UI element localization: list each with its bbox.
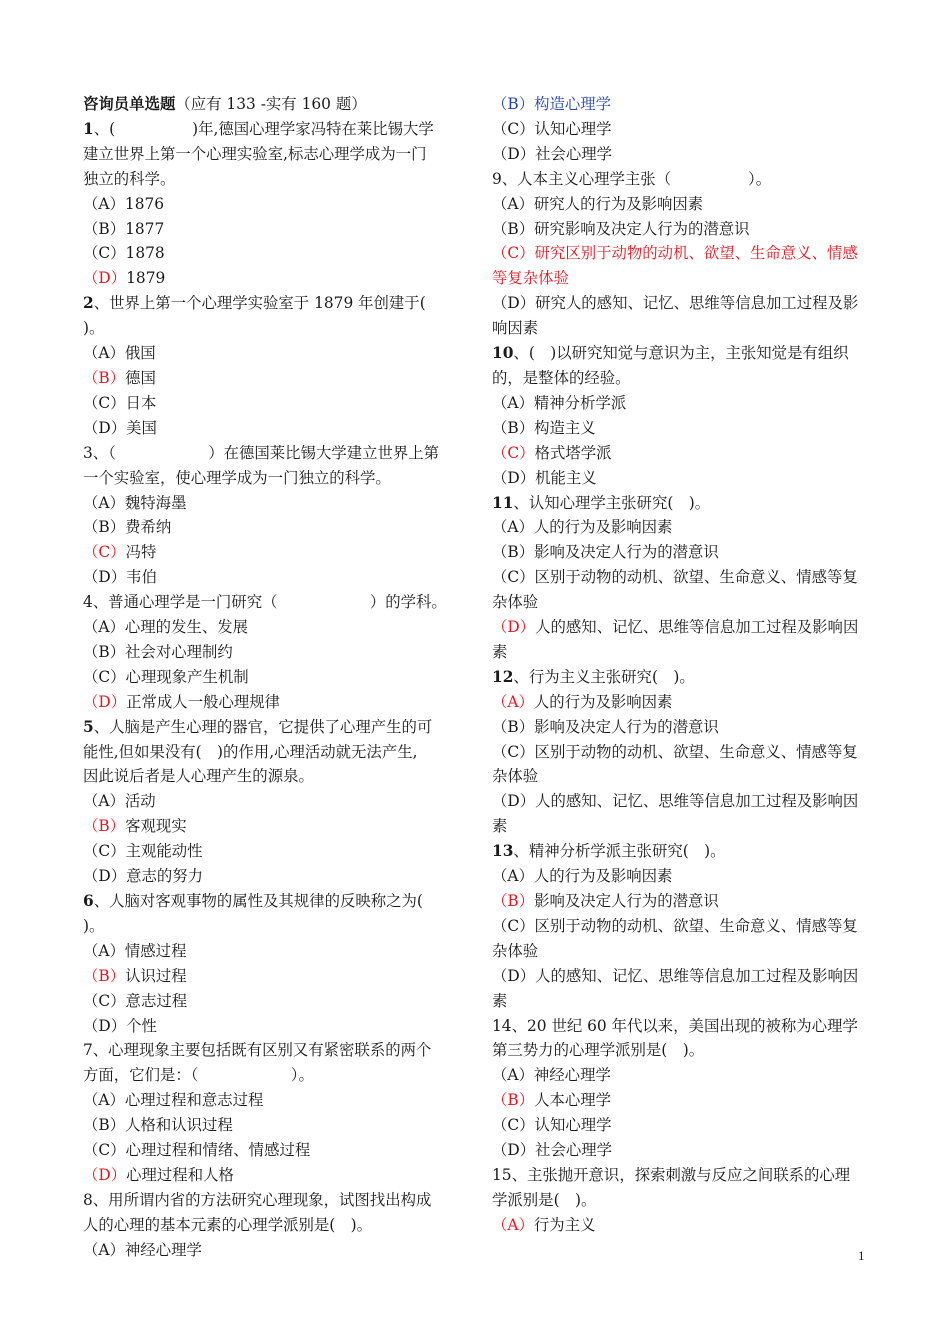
answer-option	[492, 590, 872, 615]
answer-option	[83, 665, 465, 690]
text-run: （A）活动	[83, 792, 156, 811]
text-run: （B）影响及决定人行为的潜意识	[492, 717, 719, 736]
text-run: （A）俄国	[83, 344, 156, 363]
answer-option	[492, 814, 872, 839]
answer-option	[492, 939, 872, 964]
text-run: 、精神分析学派主张研究( )。	[513, 842, 726, 861]
text-run: （B）影响及决定人行为的潜意识	[492, 543, 719, 562]
answer-option	[492, 291, 872, 316]
question-text	[492, 341, 872, 366]
text-run: （A）心理过程和意志过程	[83, 1091, 264, 1110]
answer-option	[492, 764, 872, 789]
text-run: （A）魏特海墨	[83, 493, 187, 512]
text-run: （C）研究区别于动物的动机、欲望、生命意义、情感	[492, 244, 858, 263]
text-run: 15、主张抛开意识，探索刺激与反应之间联系的心理	[492, 1165, 851, 1184]
question-text	[83, 1038, 465, 1063]
answer-option	[83, 1014, 465, 1039]
text-run: （B）社会对心理制约	[83, 642, 233, 661]
text-run: 7、心理现象主要包括既有区别又有紧密联系的两个	[83, 1041, 432, 1060]
text-run: 人的感知、记忆、思维等信息加工过程及影响因	[535, 618, 859, 637]
text-run: （D）意志的努力	[83, 867, 204, 886]
question-text	[492, 1188, 872, 1213]
answer-option	[492, 789, 872, 814]
answer-option	[492, 217, 872, 242]
answer-option	[492, 441, 872, 466]
text-run: （A）神经心理学	[492, 1066, 611, 1085]
answer-option	[492, 142, 872, 167]
question-13	[492, 839, 872, 1013]
text-run: 8、用所谓内省的方法研究心理现象，试图找出构成	[83, 1190, 432, 1209]
answer-option	[83, 964, 465, 989]
text-run: （C）心理现象产生机制	[83, 667, 249, 686]
text-run: （A）神经心理学	[83, 1240, 202, 1259]
text-run: 2	[83, 294, 94, 313]
text-run: 9、人本主义心理学主张（ ）。	[492, 169, 772, 188]
text-run: 学派别是( )。	[492, 1190, 597, 1209]
text-run: （A）人的行为及影响因素	[492, 867, 673, 886]
text-run: （B）	[492, 892, 535, 910]
text-run: 人的心理的基本元素的心理学派别是( )。	[83, 1215, 373, 1234]
text-run: （C）区别于动物的动机、欲望、生命意义、情感等复	[492, 568, 858, 587]
answer-option	[492, 615, 872, 640]
answer-option	[83, 266, 465, 291]
question-text	[83, 1213, 465, 1238]
text-run: 德国	[125, 368, 156, 387]
question-14	[492, 1014, 872, 1163]
text-run: 行为主义	[533, 1215, 596, 1234]
text-run: （B）	[83, 817, 126, 836]
answer-option	[83, 939, 465, 964]
text-run: 能性,但如果没有( )的作用,心理活动就无法产生,	[83, 742, 418, 761]
text-run: （C）心理过程和情绪、情感过程	[83, 1141, 311, 1160]
text-run: 方面，它们是：（ ）。	[83, 1066, 314, 1085]
answer-option	[83, 839, 465, 864]
answer-option	[83, 366, 465, 391]
question-11	[492, 491, 872, 665]
text-run: 冯特	[125, 543, 157, 562]
answer-option	[492, 1088, 872, 1113]
text-run: （A）	[492, 1215, 534, 1234]
text-run: 1	[83, 119, 94, 138]
text-run: 正常成人一般心理规律	[126, 692, 281, 711]
text-run: 6	[83, 892, 94, 910]
question-text	[83, 1063, 465, 1088]
text-run: 等复杂体验	[492, 269, 569, 288]
question-text	[83, 590, 465, 615]
answer-option	[492, 316, 872, 341]
text-run: （D）人的感知、记忆、思维等信息加工过程及影响因	[492, 966, 859, 985]
question-text	[492, 839, 872, 864]
text-run: 第三势力的心理学派别是( )。	[492, 1041, 705, 1060]
answer-option	[83, 241, 465, 266]
answer-option	[83, 1113, 465, 1138]
text-run: 、行为主义主张研究( )。	[513, 667, 695, 686]
question-10	[492, 341, 872, 490]
text-run: 独立的科学。	[83, 169, 176, 188]
question-text	[83, 764, 465, 789]
answer-option	[83, 192, 465, 217]
text-run: （C）	[492, 443, 535, 462]
answer-option	[492, 1213, 872, 1238]
text-run: （C）区别于动物的动机、欲望、生命意义、情感等复	[492, 742, 858, 761]
text-run: （D）韦伯	[83, 568, 157, 587]
text-run: （A）精神分析学派	[492, 393, 627, 412]
answer-option	[83, 1238, 465, 1263]
text-run: （D）美国	[83, 418, 157, 437]
text-run: （A）情感过程	[83, 941, 187, 960]
answer-option	[83, 1163, 465, 1188]
text-run: （D）	[83, 1165, 127, 1184]
answer-option	[492, 266, 872, 291]
text-run: （B）	[492, 1091, 535, 1110]
text-run: （A）1876	[83, 194, 165, 213]
answer-option	[492, 740, 872, 765]
text-run: 影响及决定人行为的潜意识	[534, 892, 719, 910]
question-6	[83, 889, 465, 1038]
answer-option	[492, 690, 872, 715]
text-run: 一个实验室，使心理学成为一门独立的科学。	[83, 468, 391, 487]
answer-option	[83, 640, 465, 665]
text-run: 10	[492, 344, 514, 363]
text-run: 、人脑是产生心理的器官，它提供了心理产生的可	[93, 717, 433, 736]
question-12	[492, 665, 872, 839]
question-7	[83, 1038, 465, 1187]
answer-option	[492, 117, 872, 142]
question-text	[492, 366, 872, 391]
answer-option	[492, 92, 872, 117]
text-run: 建立世界上第一个心理实验室,标志心理学成为一门	[83, 144, 427, 163]
text-run: 格式塔学派	[534, 443, 612, 462]
question-text	[492, 167, 872, 192]
answer-option	[83, 341, 465, 366]
answer-option	[492, 914, 872, 939]
text-run: （D）个性	[83, 1016, 157, 1035]
text-run: 响因素	[492, 319, 539, 338]
text-run: （B）费希纳	[83, 518, 172, 537]
text-run: 人本心理学	[534, 1091, 612, 1110]
question-text	[83, 117, 465, 142]
question-2	[83, 291, 465, 440]
answer-option	[492, 1138, 872, 1163]
question-text	[83, 142, 465, 167]
question-text	[492, 1163, 872, 1188]
text-run: （D）机能主义	[492, 468, 597, 487]
answer-option	[492, 391, 872, 416]
question-8	[83, 1188, 465, 1263]
answer-option	[83, 789, 465, 814]
text-run: 、( )以研究知觉与意识为主，主张知觉是有组织	[513, 344, 849, 363]
question-text	[83, 1188, 465, 1213]
question-1	[83, 117, 465, 291]
answer-option	[492, 864, 872, 889]
answer-option	[492, 964, 872, 989]
text-run: 人的行为及影响因素	[533, 692, 673, 711]
text-run: 心理过程和人格	[126, 1165, 234, 1184]
text-run: （A）	[492, 692, 534, 711]
text-run: 4、普通心理学是一门研究（ ）的学科。	[83, 593, 447, 612]
text-run: 素	[492, 817, 508, 836]
answer-option	[83, 515, 465, 540]
question-text	[83, 889, 465, 914]
text-run: （C）意志过程	[83, 991, 188, 1010]
right-column	[492, 92, 872, 1238]
text-run: 、世界上第一个心理学实验室于 1879 年创建于( )。	[83, 294, 447, 338]
answer-option	[492, 192, 872, 217]
answer-option	[83, 391, 465, 416]
answer-option	[492, 416, 872, 441]
text-run: 素	[492, 991, 508, 1010]
text-run: （D）	[83, 269, 127, 288]
answer-option	[83, 1138, 465, 1163]
answer-option	[83, 491, 465, 516]
question-text	[492, 1038, 872, 1063]
question-text	[83, 914, 465, 939]
text-run: )。	[83, 916, 105, 935]
left-column	[83, 92, 465, 1263]
answer-option	[492, 1113, 872, 1138]
text-run: 认识过程	[125, 966, 187, 985]
text-run: （D）人的感知、记忆、思维等信息加工过程及影响因	[492, 792, 859, 811]
text-run: 11	[492, 493, 514, 512]
question-text	[83, 441, 465, 466]
text-run: （C）认知心理学	[492, 119, 612, 138]
question-15	[492, 1163, 872, 1238]
answer-option	[492, 565, 872, 590]
answer-option	[83, 690, 465, 715]
text-run: 、认知心理学主张研究( )。	[513, 493, 711, 512]
answer-option	[83, 540, 465, 565]
answer-option	[492, 989, 872, 1014]
text-run: （B）构造主义	[492, 418, 596, 437]
text-run: （B）研究影响及决定人行为的潜意识	[492, 219, 750, 238]
text-run: （C）日本	[83, 393, 157, 412]
text-run: （C）	[83, 543, 126, 562]
text-run: （B）	[83, 368, 126, 387]
text-run: 、( )年,德国心理学家冯特在莱比锡大学	[93, 119, 434, 138]
document-title	[83, 92, 465, 117]
question-text	[83, 740, 465, 765]
text-run: （D）研究人的感知、记忆、思维等信息加工过程及影	[492, 294, 859, 313]
text-run: （C）认知心理学	[492, 1116, 612, 1135]
text-run: 的，是整体的经验。	[492, 368, 631, 387]
text-run: （C）区别于动物的动机、欲望、生命意义、情感等复	[492, 916, 858, 935]
question-text	[492, 665, 872, 690]
answer-option	[83, 565, 465, 590]
text-run: （B）1877	[83, 219, 165, 238]
text-run: 客观现实	[125, 817, 187, 836]
question-8-cont	[492, 92, 872, 167]
question-text	[492, 491, 872, 516]
text-run: 14、20 世纪 60 年代以来，美国出现的被称为心理学	[492, 1016, 858, 1035]
answer-option	[492, 515, 872, 540]
text-run: 、人脑对客观事物的属性及其规律的反映称之为(	[93, 892, 423, 910]
text-run: （B）	[83, 966, 126, 985]
text-run: 13	[492, 842, 514, 861]
text-run: 因此说后者是人心理产生的源泉。	[83, 767, 314, 786]
left-question-list	[83, 117, 465, 1263]
answer-option	[492, 466, 872, 491]
text-run: 5	[83, 717, 94, 736]
text-run: （C）主观能动性	[83, 842, 203, 861]
question-text	[83, 167, 465, 192]
text-run: 杂体验	[492, 941, 539, 960]
question-text	[492, 1014, 872, 1039]
answer-option	[492, 241, 872, 266]
answer-option	[492, 1063, 872, 1088]
answer-option	[83, 989, 465, 1014]
text-run: （B）构造心理学	[492, 95, 612, 113]
text-run: （D）社会心理学	[492, 144, 613, 163]
text-run: （B）人格和认识过程	[83, 1116, 233, 1135]
answer-option	[492, 889, 872, 914]
text-run: 3、（ ）在德国莱比锡大学建立世界上第	[83, 443, 440, 462]
text-run: （D）	[83, 692, 127, 711]
answer-option	[83, 864, 465, 889]
answer-option	[83, 615, 465, 640]
text-run: （D）社会心理学	[492, 1141, 613, 1160]
answer-option	[492, 715, 872, 740]
text-run: 杂体验	[492, 767, 539, 786]
text-run: 素	[492, 642, 508, 661]
text-run: （A）研究人的行为及影响因素	[492, 194, 704, 213]
text-run: （A）人的行为及影响因素	[492, 518, 673, 537]
question-text	[83, 466, 465, 491]
right-question-list	[492, 92, 872, 1238]
question-4	[83, 590, 465, 715]
question-text	[83, 291, 465, 341]
text-run: 杂体验	[492, 593, 539, 612]
answer-option	[83, 1088, 465, 1113]
text-run: （C）1878	[83, 244, 165, 263]
page-number: 1	[858, 1248, 865, 1263]
answer-option	[492, 540, 872, 565]
text-run: （D）	[492, 618, 536, 637]
answer-option	[83, 416, 465, 441]
title-bold: 咨询员单选题	[83, 95, 176, 113]
question-9	[492, 167, 872, 341]
answer-option	[492, 640, 872, 665]
question-5	[83, 715, 465, 889]
title-rest: （应有 133 -实有 160 题）	[175, 95, 367, 113]
question-3	[83, 441, 465, 590]
text-run: （A）心理的发生、发展	[83, 618, 249, 637]
answer-option	[83, 814, 465, 839]
answer-option	[83, 217, 465, 242]
question-text	[83, 715, 465, 740]
text-run: 1879	[126, 269, 166, 288]
text-run: 12	[492, 667, 514, 686]
